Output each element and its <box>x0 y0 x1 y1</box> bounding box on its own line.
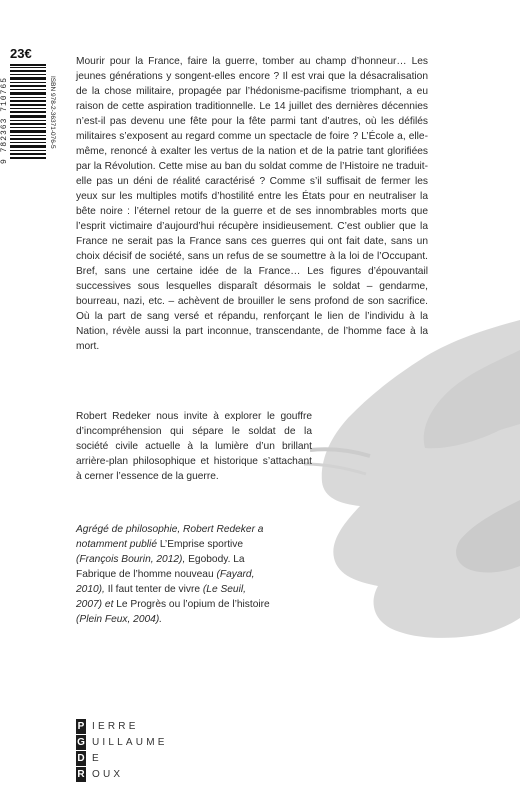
bio-intro: Agrégé de philosophie, Robert Redeker a notamment publié <box>76 524 264 550</box>
logo-letter: R <box>77 768 85 780</box>
publisher-logo <box>76 718 168 782</box>
logo-row <box>76 734 168 750</box>
barcode-digits: 9 782363 710765 <box>0 76 9 164</box>
logo-row <box>76 750 168 766</box>
bio-book-3: Il faut tenter de vivre <box>107 584 201 595</box>
logo-letter: D <box>77 752 85 764</box>
logo-letter: P <box>77 720 85 732</box>
summary-paragraph-1 <box>76 54 428 354</box>
logo-word: UILLAUME <box>92 736 168 748</box>
bio-book-2: Egobody. La Fabrique de l’homme nouveau <box>76 554 245 580</box>
author-bio <box>76 522 272 627</box>
summary-text: Robert Redeker nous invite à explorer le gouffre d’incompréhension qui sépare le soldat de la société civile actuelle à la lumière d’un brillant arrière-plan philosophique et historique s’attachant à cerner l’essence de la guerre. <box>76 411 312 482</box>
price-label: 23€ <box>10 46 32 61</box>
logo-letter: G <box>77 736 85 748</box>
logo-word: E <box>92 752 102 764</box>
brush-stroke-graphic <box>300 300 520 660</box>
bio-publisher-2: (Fayard, 2010), <box>76 569 255 595</box>
logo-word: OUX <box>92 768 124 780</box>
isbn-label: ISBN 978-2-36371-076-5 <box>49 75 56 149</box>
bio-book-1: L’Emprise sportive <box>159 539 244 550</box>
bio-publisher-1: (François Bourin, 2012), <box>76 554 186 565</box>
summary-text: Mourir pour la France, faire la guerre, tomber au champ d’honneur… Les jeunes générations y songent-elles encore ? Il est vrai que la désacralisation de la chose militaire, propagée par l’hédonisme-pacifisme triomphant, a eu raison de cette aspiration traditionnelle. Le 14 juillet des dernières décennies n’est-il pas devenu une fête pour la fête parmi tant d’autres, où les défilés militaires s’exposent au regard comme un spectacle de foire ? L’École a, elle-même, renoncé à exalter les vertus de la nation et de la patrie tant glorifiées par la Révolution. Cette mise au ban du soldat comme de l’Histoire ne traduit-elle pas un déni de réalité caractérisé ? Comme s’il suffisait de fermer les yeux sur les multiples motifs d’hostilité entre les États pour en neutraliser la bête noire : l’éternel retour de la guerre et de ses innombrables morts que l’esprit victimaire d’aujourd’hui récupère insidieusement. C’est oublier que la France ne serait pas la France sans ces guerres qui ont fait date, sans un choix décisif de société, sans un refus de se soumettre à la loi de l’Occupant. Bref, sans une certaine idée de la France… Les figures d’épouvantail successives sous lesquelles disparaît désormais le soldat – gendarme, bourreau, nazi, etc. – achèvent de brouiller le sens profond de son sacrifice. Où la part de sang versé et répandu, renforçant le lien de l’individu à la Nation, révèle aussi la part inconnue, transcendante, de l’homme face à la mort. <box>76 56 428 352</box>
logo-word: IERRE <box>92 720 139 732</box>
barcode-graphic <box>10 64 54 160</box>
logo-row <box>76 718 168 734</box>
summary-paragraph-2 <box>76 409 312 484</box>
logo-row <box>76 766 168 782</box>
bio-book-4: Le Progrès ou l’opium de l’histoire <box>116 599 270 610</box>
bio-publisher-4: (Plein Feux, 2004). <box>76 614 163 625</box>
bio-and: et <box>104 599 114 610</box>
bio-publisher-3: (Le Seuil, 2007) <box>76 584 246 610</box>
